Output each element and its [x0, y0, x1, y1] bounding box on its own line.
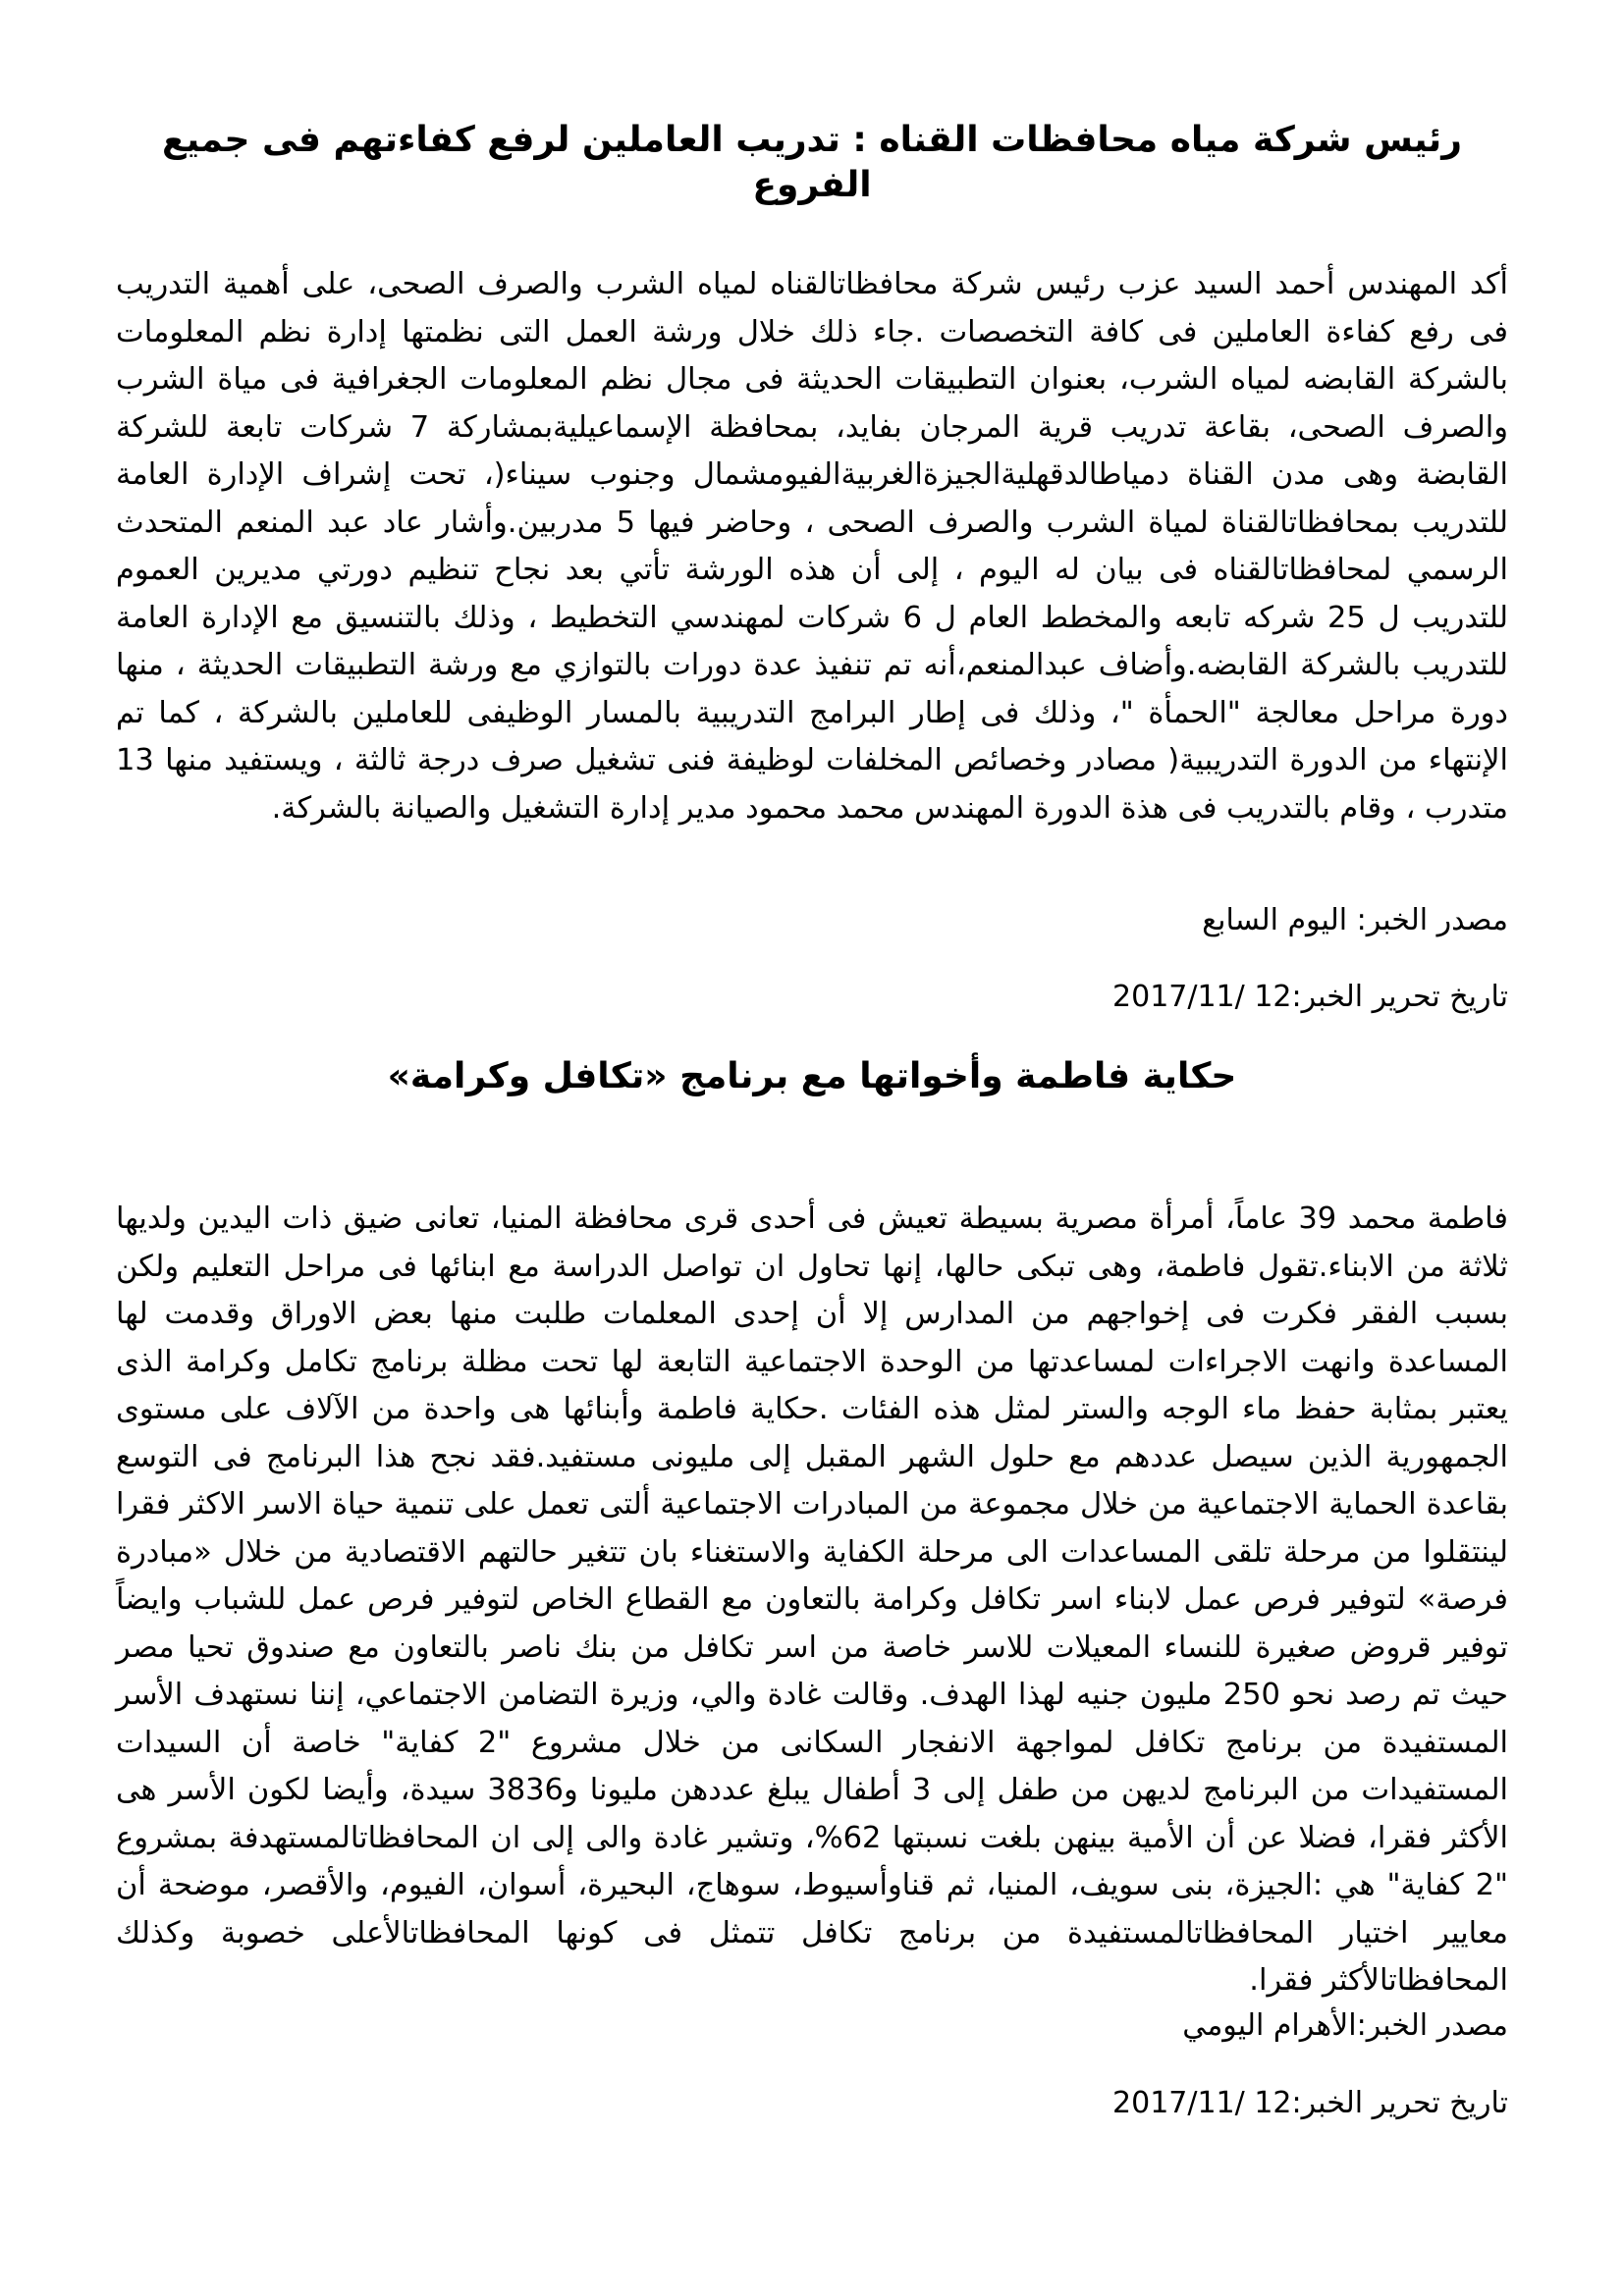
article-1-title: رئيس شركة مياه محافظات القناه : تدريب العاملين لرفع كفاءتهم فى جميع الفروع [162, 120, 1462, 205]
article-1-body: أكد المهندس أحمد السيد عزب رئيس شركة محافظاتالقناه لمياه الشرب والصرف الصحى، على أهمية التدريب فى رفع كفاءة العاملين فى كافة التخصصات .جاء ذلك خلال ورشة العمل التى نظمتها إدارة نظم المعلومات بالشركة القابضه لمياه الشرب، بعنوان التطبيقات الحديثة فى مجال نظم المعلومات الجغرافية فى مياة الشرب والصرف الصحى، بقاعة تدريب قرية المرجان بفايد، بمحافظة الإسماعيليةبمشاركة 7 شركات تابعة للشركة القابضة وهى مدن القناة دمياطالدقهليةالجيزةالغربيةالفيومشمال وجنوب سيناء(، تحت إشراف الإدارة العامة للتدريب بمحافظاتالقناة لمياة الشرب والصرف الصحى ، وحاضر فيها 5 مدربين.وأشار عاد عبد المنعم المتحدث الرسمي لمحافظاتالقناه فى بيان له اليوم ، إلى أن هذه الورشة تأتي بعد نجاح تنظيم دورتي مديرين العموم للتدريب ل 25 شركه تابعه والمخطط العام ل 6 شركات لمهندسي التخطيط ، وذلك بالتنسيق مع الإدارة العامة للتدريب بالشركة القابضه.وأضاف عبدالمنعم،أنه تم تنفيذ عدة دورات بالتوازي مع ورشة التطبيقات الحديثة ، منها دورة مراحل معالجة "الحمأة "، وذلك فى إطار البرامج التدريبية بالمسار الوظيفى للعاملين بالشركة ، كما تم الإنتهاء من الدورة التدريبية( مصادر وخصائص المخلفات لوظيفة فنى تشغيل صرف درجة ثالثة ، ويستفيد منها 13 متدرب ، وقام بالتدريب فى هذة الدورة المهندس محمد محمود مدير إدارة التشغيل والصيانة بالشركة. [116, 267, 1509, 826]
article-2-date: تاريخ تحرير الخبر:12 /2017/11 [1112, 2086, 1508, 2120]
article-1-date: تاريخ تحرير الخبر:12 /2017/11 [1112, 980, 1508, 1014]
article-2-source: مصدر الخبر:الأهرام اليومي [1182, 2008, 1508, 2043]
article-2-body: فاطمة محمد 39 عاماً، أمرأة مصرية بسيطة تعيش فى أحدى قرى محافظة المنيا، تعانى ضيق ذات اليدين ولديها ثلاثة من الابناء.تقول فاطمة، وهى تبكى حالها، إنها تحاول ان تواصل الدراسة مع ابنائها فى مراحل التعليم ولكن بسبب الفقر فكرت فى إخواجهم من المدارس إلا أن إحدى المعلمات طلبت منها بعض الاوراق وقدمت لها المساعدة وانهت الاجراءات لمساعدتها من الوحدة الاجتماعية التابعة لها تحت مظلة برنامج تكامل وكرامة الذى يعتبر بمثابة حفظ ماء الوجه والستر لمثل هذه الفئات .حكاية فاطمة وأبنائها هى واحدة من الآلاف على مستوى الجمهورية الذين سيصل عددهم مع حلول الشهر المقبل إلى مليونى مستفيد.فقد نجح هذا البرنامج فى التوسع بقاعدة الحماية الاجتماعية من خلال مجموعة من المبادرات الاجتماعية ألتى تعمل على تنمية حياة الاسر الاكثر فقرا لينتقلوا من مرحلة تلقى المساعدات الى مرحلة الكفاية والاستغناء بان تتغير حالتهم الاقتصادية من خلال «مبادرة فرصة» لتوفير فرص عمل لابناء اسر تكافل وكرامة بالتعاون مع القطاع الخاص لتوفير فرص عمل للشباب وايضاً توفير قروض صغيرة للنساء المعيلات للاسر خاصة من اسر تكافل من بنك ناصر بالتعاون مع صندوق تحيا مصر حيث تم رصد نحو 250 مليون جنيه لهذا الهدف. وقالت غادة والي، وزيرة التضامن الاجتماعي، إننا نستهدف الأسر المستفيدة من برنامج تكافل لمواجهة الانفجار السكانى من خلال مشروع "2 كفاية" خاصة أن السيدات المستفيدات من البرنامج لديهن من طفل إلى 3 أطفال يبلغ عددهن مليونا و3836 سيدة، وأيضا لكون الأسر هى الأكثر فقرا، فضلا عن أن الأمية بينهن بلغت نسبتها 62%، وتشير غادة والى إلى ان المحافظاتالمستهدفة بمشروع "2 كفاية" هي :الجيزة، بنى سويف، المنيا، ثم قناوأسيوط، سوهاج، البحيرة، أسوان، الفيوم، والأقصر، موضحة أن معايير اختيار المحافظاتالمستفيدة من برنامج تكافل تتمثل فى كونها المحافظاتالأعلى خصوبة وكذلك المحافظاتالأكثر فقرا. [116, 1201, 1508, 1998]
article-2-title: حكاية فاطمة وأخواتها مع برنامج «تكافل وكرامة» [387, 1056, 1237, 1096]
article-1-source: مصدر الخبر: اليوم السابع [1202, 903, 1508, 937]
